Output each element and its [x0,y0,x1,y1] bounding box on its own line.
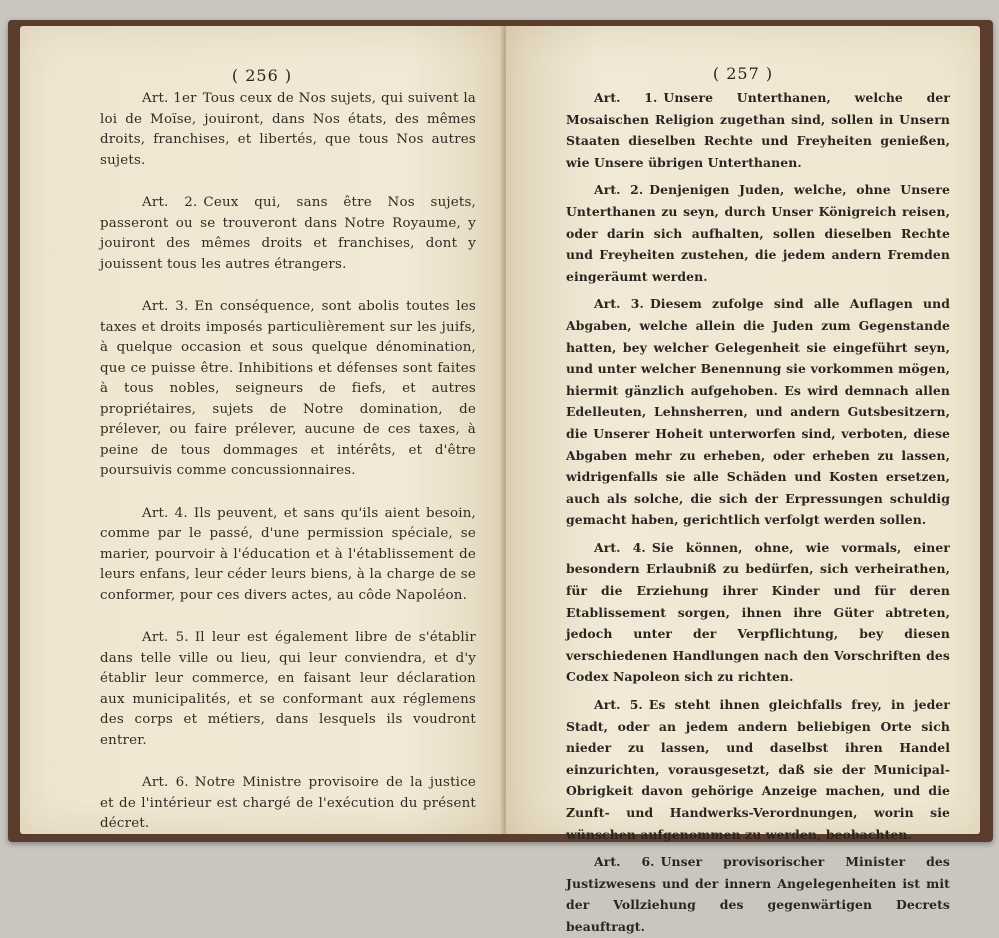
article-label: Art. 2. [594,182,644,198]
left-page [20,26,504,834]
right-page [506,26,980,934]
article-label: Art. 4. [594,539,646,555]
article-label: Art. 6. [142,775,189,790]
article-text: Denjenigen Juden, welche, ohne Unsere Unterthanen zu seyn, durch Unser Königreich reisen, oder darin sich aufhalten, sollen dieselben Rechte und Freyheiten zustehen, die jedem andern Fremden eingeräumt werden. [566,182,950,284]
article-label: Art. 6. [594,854,655,870]
article-5-fr [100,628,476,751]
article-label: Art. 5. [594,697,643,713]
article-text: Ils peuvent, et sans qu'ils aient besoin, comme par le passé, d'une permission spéciale, se marier, pourvoir à l'éducation et à l'établissement de leurs enfans, leur céder leurs biens, à la charge de se conformer, pour ces divers actes, au côde Napoléon. [100,505,476,603]
right-page-number: ( 257 ) [712,64,774,83]
article-label: Art. 1er [142,91,197,106]
article-1-fr [100,89,476,171]
left-articles [20,89,504,835]
article-5-de [566,694,950,845]
article-4-fr [100,504,476,607]
article-label: Art. 4. [142,505,188,521]
article-label: Art. 3. [142,299,189,314]
article-text: Diesem zufolge sind alle Auflagen und Abgaben, welche allein die Juden zum Gegenstande hatten, bey welcher Gelegenheit sie eingeführt seyn, und unter welcher Benennung sie vorkommen mögen, hiermit gänzlich aufgehoben. Es wird demnach allen Edelleuten, Lehnsherren, und andern Gutsbesitzern, die Unserer Hoheit unterworfen sind, verboten, diese Abgaben mehr zu erheben, oder erheben zu lassen, widrigenfalls sie alle Schäden und Kosten ersetzen, auch als solche, die sich der Erpressungen schuldig gemacht haben, gerichtlich verfolgt werden sollen. [566,296,950,528]
article-text: Sie können, ohne, wie vormals, einer besondern Erlaubniß zu bedürfen, sich verheirathen, für die Erziehung ihrer Kinder und für deren Etablissement sorgen, ihnen ihre Güter abtreten, jedoch unter der Verpflichtung, bey diesen verschiedenen Handlungen nach den Vorschriften des Codex Napoleon sich zu richten. [566,539,950,685]
article-6-fr [100,773,476,835]
article-4-de [566,537,950,688]
article-text: Il leur est également libre de s'établir dans telle ville ou lieu, qui leur conviendra, et d'y établir leur commerce, en faisant leur déclaration aux municipalités, et se conformant aux réglemens des corps et métiers, dans lesquels ils voudront entrer. [100,630,476,748]
right-articles [506,87,980,938]
left-page-number: ( 256 ) [231,66,293,85]
article-6-de [566,851,950,937]
article-text: Notre Ministre provisoire de la justice et de l'intérieur est chargé de l'exécution du présent décret. [100,775,476,831]
article-2-fr [100,193,476,275]
article-text: Unsere Unterthanen, welche der Mosaischen Religion zugethan sind, sollen in Unsern Staaten dieselben Rechte und Freyheiten genießen, wie Unsere übrigen Unterthanen. [566,90,950,170]
article-3-de [566,293,950,531]
article-text: Unser provisorischer Minister des Justizwesens und der innern Angelegenheiten ist mit der Vollziehung des gegenwärtigen Decrets beauftragt. [566,854,950,934]
article-text: En conséquence, sont abolis toutes les taxes et droits imposés particulièrement sur les juifs, à quelque occasion et sous quelque dénomination, que ce puisse être. Inhibitions et défenses sont faites à tous nobles, seigneurs de fiefs, et autres propriétaires, sujets de Notre domination, de prélever, ou faire prélever, aucune de ces taxes, à peine de tous dommages et intérêts, et d'être poursuivis comme concussionnaires. [100,299,476,478]
article-1-de [566,87,950,173]
article-text: Es steht ihnen gleichfalls frey, in jeder Stadt, oder an jedem andern beliebigen Orte sich nieder zu lassen, und daselbst ihren Handel einzurichten, vorausgesetzt, daß sie der Municipal-Obrigkeit davon gehörige Anzeige machen, und die Zunft- und Handwerks-Verordnungen, worin sie wünschen aufgenommen zu werden, beobachten. [566,697,950,842]
article-2-de [566,179,950,287]
open-book [8,20,993,934]
article-label: Art. 5. [142,630,189,645]
article-label: Art. 2. [142,195,198,210]
article-text: Tous ceux de Nos sujets, qui suivent la loi de Moïse, jouiront, dans Nos états, des mêmes droits, franchises, et libertés, que tous Nos autres sujets. [100,91,476,168]
article-label: Art. 1. [594,90,658,105]
article-3-fr [100,297,476,482]
article-text: Ceux qui, sans être Nos sujets, passeront ou se trouveront dans Notre Royaume, y jouiront des mêmes droits et franchises, dont y jouissent tous les autres étrangers. [100,195,476,272]
article-label: Art. 3. [594,296,644,312]
